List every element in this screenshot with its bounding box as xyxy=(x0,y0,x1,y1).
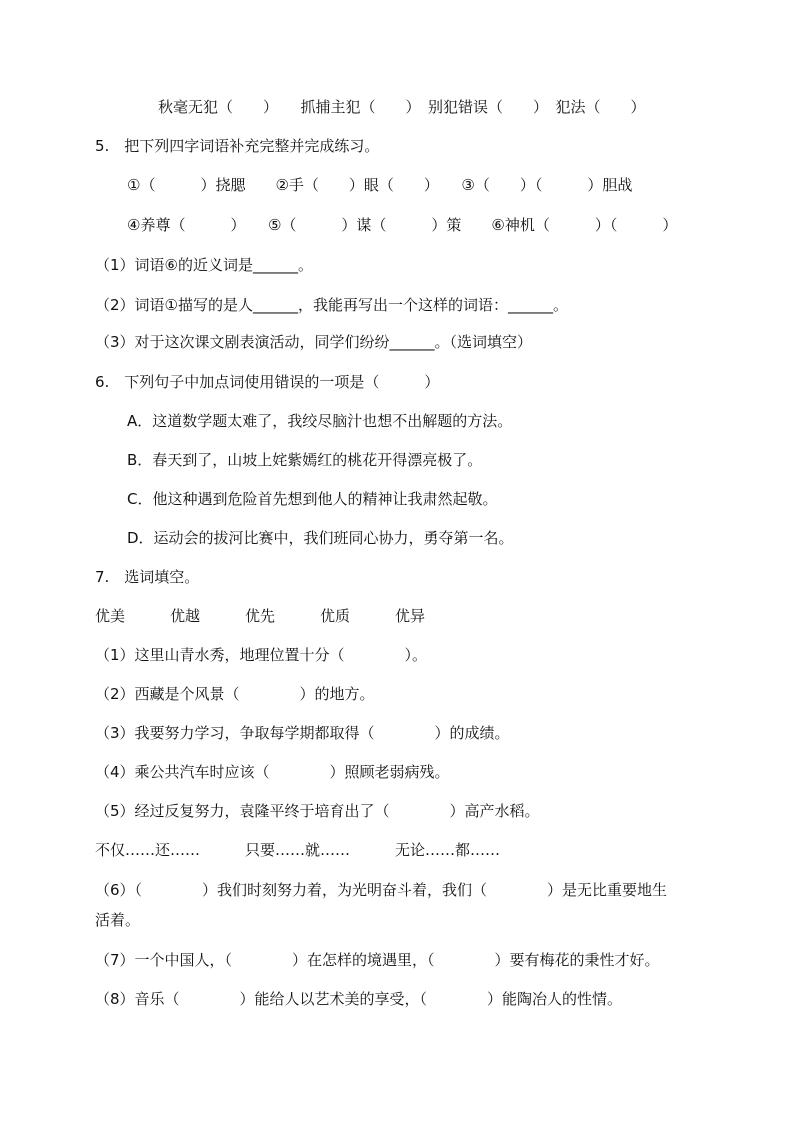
q4-item-row: 秋毫无犯（ ） 抓捕主犯（ ） 别犯错误（ ） 犯法（ ） xyxy=(158,98,646,116)
q6-option-b: B．春天到了，山坡上姹紫嫣红的桃花开得漂亮极了。 xyxy=(127,451,483,469)
q7-sub-7: （7）一个中国人，（ ）在怎样的境遇里，（ ）要有梅花的秉性才好。 xyxy=(95,951,660,969)
q7-sub-2: （2）西藏是个风景（ ）的地方。 xyxy=(95,685,375,703)
q5-sub-1: （1）词语⑥的近义词是______。 xyxy=(95,256,313,274)
q7-sub-6-cont: 活着。 xyxy=(95,911,141,929)
q5-heading: 5. 把下列四字词语补充完整并完成练习。 xyxy=(95,137,380,155)
q5-sub-3: （3）对于这次课文剧表演活动，同学们纷纷______。（选词填空） xyxy=(95,333,533,351)
q7-word-bank-2: 不仅……还…… 只要……就…… 无论……都…… xyxy=(95,841,501,859)
q6-option-a: A．这道数学题太难了，我绞尽脑汁也想不出解题的方法。 xyxy=(127,412,513,430)
q6-option-d: D．运动会的拔河比赛中，我们班同心协力，勇夺第一名。 xyxy=(127,529,514,547)
q7-sub-1: （1）这里山青水秀，地理位置十分（ ）。 xyxy=(95,646,428,664)
q7-sub-4: （4）乘公共汽车时应该（ ）照顾老弱病残。 xyxy=(95,763,450,781)
q6-option-c: C．他这种遇到危险首先想到他人的精神让我肃然起敬。 xyxy=(127,490,498,508)
q5-sub-2: （2）词语①描写的是人______，我能再写出一个这样的词语：______。 xyxy=(95,296,568,314)
q6-heading: 6. 下列句子中加点词使用错误的一项是（ ） xyxy=(95,373,440,391)
q7-sub-8: （8）音乐（ ）能给人以艺术美的享受，（ ）能陶冶人的性情。 xyxy=(95,990,623,1008)
q5-idiom-row-1: ①（ ）挠腮 ②手（ ）眼（ ） ③（ ）（ ）胆战 xyxy=(127,176,633,194)
q7-heading: 7. 选词填空。 xyxy=(95,568,200,586)
q5-idiom-row-2: ④养尊（ ） ⑤（ ）谋（ ）策 ⑥神机（ ）（ ） xyxy=(127,216,678,234)
q7-sub-3: （3）我要努力学习，争取每学期都取得（ ）的成绩。 xyxy=(95,724,510,742)
q7-word-bank-1: 优美 优越 优先 优质 优异 xyxy=(95,607,426,625)
q7-sub-5: （5）经过反复努力，袁隆平终于培育出了（ ）高产水稻。 xyxy=(95,802,540,820)
q7-sub-6: （6）（ ）我们时刻努力着，为光明奋斗着，我们（ ）是无比重要地生 xyxy=(95,881,668,899)
